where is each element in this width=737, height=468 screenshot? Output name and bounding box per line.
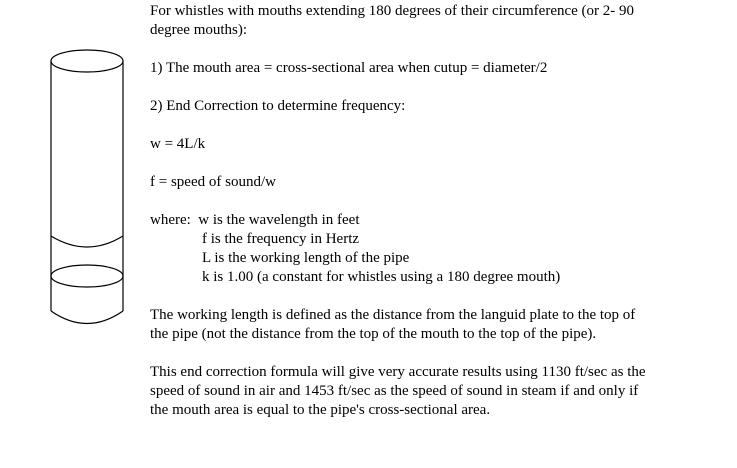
conclusion-line-1: This end correction formula will give very accurate results using 1130 ft/sec as the [150, 364, 646, 380]
languid-plate [51, 265, 123, 287]
whistle-pipe-diagram [46, 46, 128, 336]
formula-wavelength: w = 4L/k [150, 136, 206, 152]
where-f-definition: f is the frequency in Hertz [202, 231, 360, 247]
working-length-line-1: The working length is defined as the distance from the languid plate to the top of [150, 307, 636, 323]
where-k-definition: k is 1.00 (a constant for whistles using a 180 degree mouth) [202, 269, 561, 285]
where-l-definition: L is the working length of the pipe [202, 250, 410, 266]
pipe-top-rim [51, 50, 123, 72]
pipe-bottom-edge [51, 311, 123, 324]
point-2: 2) End Correction to determine frequency: [150, 98, 406, 114]
formula-frequency: f = speed of sound/w [150, 174, 276, 190]
heading-line-2: degree mouths): [150, 22, 248, 38]
conclusion-line-3: the mouth area is equal to the pipe's cross-sectional area. [150, 402, 491, 418]
where-w-definition: where: w is the wavelength in feet [150, 212, 360, 228]
conclusion-line-2: speed of sound in air and 1453 ft/sec as the speed of sound in steam if and only if [150, 383, 639, 399]
heading-line-1: For whistles with mouths extending 180 degrees of their circumference (or 2- 90 [150, 3, 635, 19]
working-length-line-2: the pipe (not the distance from the top of the mouth to the top of the pipe). [150, 326, 597, 342]
point-1: 1) The mouth area = cross-sectional area when cutup = diameter/2 [150, 60, 548, 76]
mouth-top-edge [51, 236, 123, 247]
